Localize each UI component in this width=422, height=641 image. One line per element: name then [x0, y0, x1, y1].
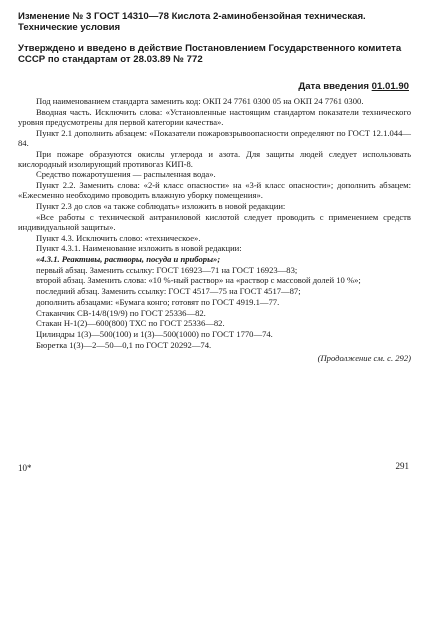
paragraph-first-paragraph: первый абзац. Заменить ссылку: ГОСТ 16923—71 на ГОСТ 16923—83;	[36, 264, 298, 275]
list-item-beaker-cup: Стаканчик СВ-14/8(19/9) по ГОСТ 25336—82.	[36, 307, 206, 318]
continuation-note: (Продолжение см. с. 292)	[317, 352, 411, 363]
paragraph-item-2-3: Пункт 2.3 до слов «а также соблюдать» изложить в новой редакции:	[36, 201, 286, 212]
paragraph-last-paragraph: последний абзац. Заменить ссылку: ГОСТ 4517—75 на ГОСТ 4517—87;	[36, 286, 301, 297]
paragraph-item-2-1: Пункт 2.1 дополнить абзацем: «Показатели пожаровзрывоопасности определяют по ГОСТ 12.1.044—84.	[18, 127, 411, 148]
effective-date-label: Дата введения	[298, 81, 369, 92]
effective-date-value: 01.01.90	[371, 81, 409, 92]
list-item-burette: Бюретка 1(3)—2—50—0,1 по ГОСТ 20292—74.	[36, 339, 212, 350]
footer-signature-mark: 10*	[18, 463, 32, 473]
approval-statement: Утверждено и введено в действие Постановлением Государственного комитета СССР по стандартам от 28.03.89 № 772	[18, 43, 402, 65]
page-number: 291	[395, 461, 409, 471]
change-title: Изменение № 3 ГОСТ 14310—78 Кислота 2-аминобензойная техническая. Технические условия	[18, 11, 366, 33]
document-body	[18, 96, 411, 363]
paragraph-okp-code: Под наименованием стандарта заменить код: ОКП 24 7761 0300 05 на ОКП 24 7761 0300.	[36, 96, 364, 106]
paragraph-extinguishing: Средство пожаротушения — распыленная вода».	[36, 169, 216, 180]
paragraph-supplement: дополнить абзацами: «Бумага конго; готовят по ГОСТ 4919.1—77.	[36, 296, 280, 307]
list-item-cylinders: Цилиндры 1(3)—500(100) и 1(3)—500(1000) по ГОСТ 1770—74.	[36, 328, 273, 339]
paragraph-second-paragraph: второй абзац. Заменить слова: «10 %-ный раствор» на «раствор с массовой долей 10 %»;	[36, 275, 361, 286]
paragraph-intro: Вводная часть. Исключить слова: «Установленные настоящим стандартом показатели технического уровня предусмотрены для первой категории качества».	[18, 106, 411, 127]
paragraph-item-2-2: Пункт 2.2. Заменить слова: «2-й класс опасности» на «3-й класс опасности»; дополнить абзацем: «Ежесменно необходимо проводить влажную уборку помещения».	[18, 180, 411, 201]
paragraph-item-4-3-1: Пункт 4.3.1. Наименование изложить в новой редакции:	[36, 243, 242, 254]
paragraph-fire-hazard: При пожаре образуются окислы углерода и азота. Для защиты людей следует использовать кислородный изолирующий противогаз КИП-8.	[18, 148, 411, 169]
paragraph-protection: «Все работы с технической антраниловой кислотой следует проводить с применением средств индивидуальной защиты».	[18, 211, 411, 232]
paragraph-item-4-3: Пункт 4.3. Исключить слово: «техническое».	[36, 232, 201, 243]
subsection-heading: «4.3.1. Реактивы, растворы, посуда и приборы»;	[36, 254, 221, 265]
list-item-beaker: Стакан Н-1(2)—600(800) ТХС по ГОСТ 25336—82.	[36, 318, 225, 329]
effective-date-line	[298, 81, 409, 92]
